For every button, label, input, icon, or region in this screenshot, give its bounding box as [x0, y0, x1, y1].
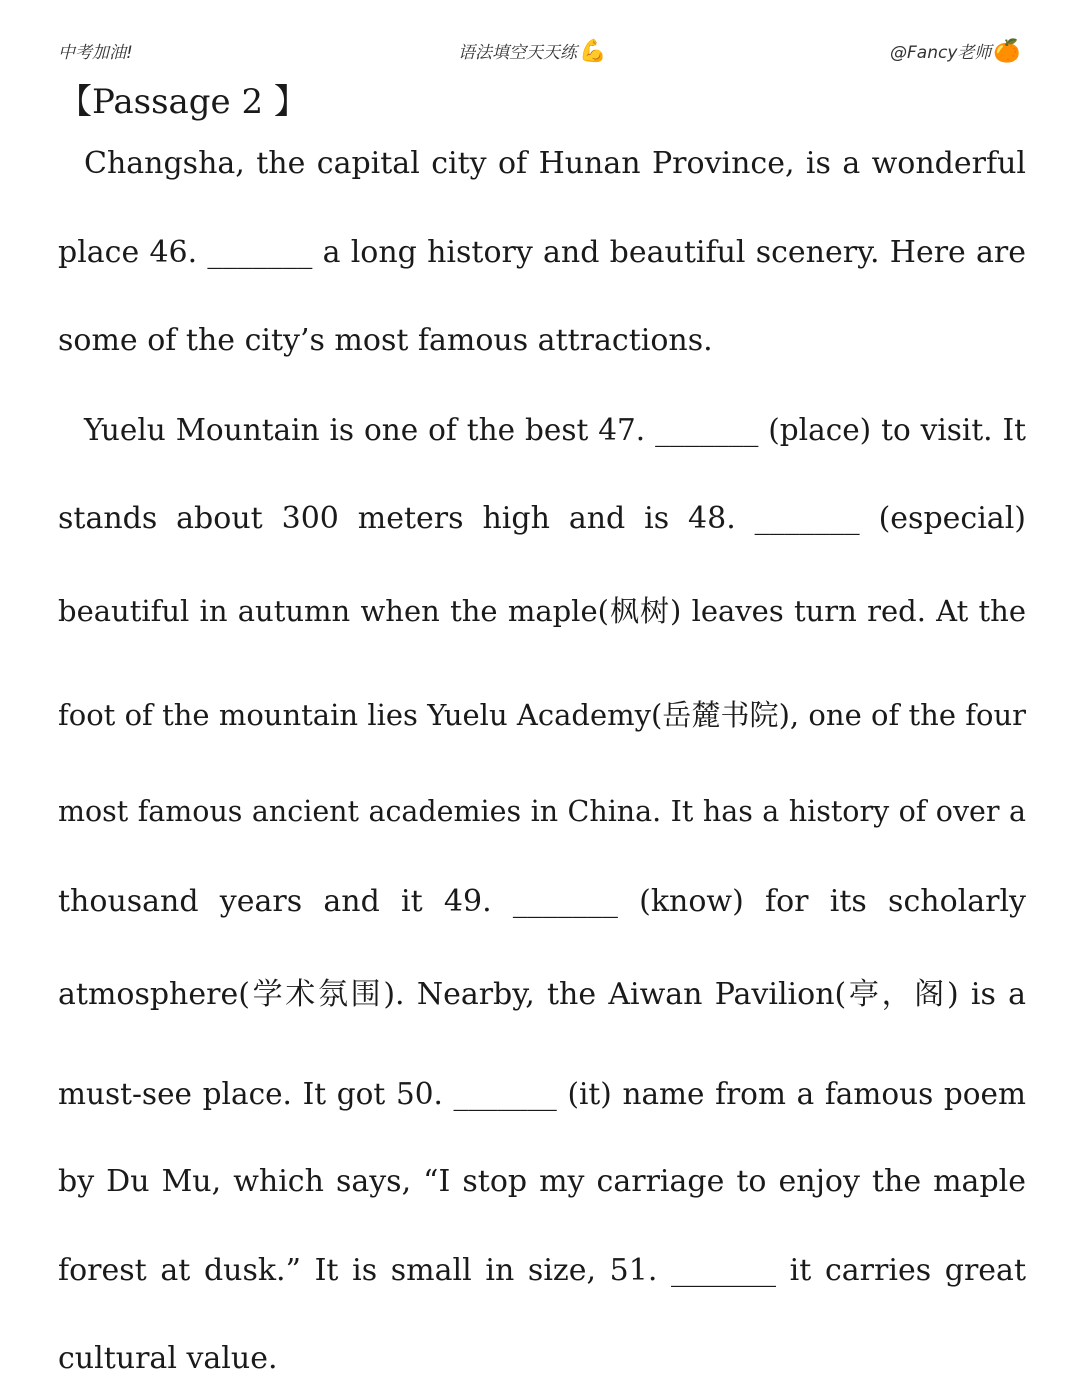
- passage-line: by Du Mu, which says, “I stop my carriage to enjoy the maple: [58, 1164, 1026, 1199]
- header-right-note: [890, 38, 1021, 64]
- passage-line: forest at dusk.” It is small in size, 51. _______ it carries great: [58, 1253, 1026, 1288]
- passage-line: cultural value.: [58, 1341, 278, 1376]
- passage-line: foot of the mountain lies Yuelu Academy(岳麓书院), one of the four: [58, 698, 1026, 732]
- passage-line: some of the city’s most famous attractions.: [58, 323, 713, 358]
- passage-line: Changsha, the capital city of Hunan Province, is a wonderful: [84, 146, 1026, 181]
- passage-line: beautiful in autumn when the maple(枫树) leaves turn red. At the: [58, 594, 1026, 628]
- passage-line: thousand years and it 49. _______ (know) for its scholarly: [58, 884, 1026, 919]
- flexed-arm-icon: 💪: [579, 39, 607, 64]
- passage-title: 【Passage 2 】: [58, 82, 308, 122]
- header-center-note: [458, 38, 606, 64]
- header-right-text: @Fancy老师: [890, 43, 992, 63]
- passage-line: Yuelu Mountain is one of the best 47. _______ (place) to visit. It: [84, 413, 1026, 447]
- passage-line: stands about 300 meters high and is 48. _______ (especial): [58, 501, 1026, 536]
- header-left-note: 中考加油!: [58, 43, 133, 63]
- tangerine-icon: 🍊: [993, 39, 1021, 64]
- passage-line: place 46. _______ a long history and beautiful scenery. Here are: [58, 235, 1026, 270]
- header-center-text: 语法填空天天练: [458, 43, 577, 63]
- passage-line: most famous ancient academies in China. It has a history of over a: [58, 795, 1026, 828]
- passage-line: atmosphere(学术氛围). Nearby, the Aiwan Pavilion(亭，阁) is a: [58, 977, 1026, 1012]
- passage-line: must-see place. It got 50. _______ (it) name from a famous poem: [58, 1077, 1026, 1111]
